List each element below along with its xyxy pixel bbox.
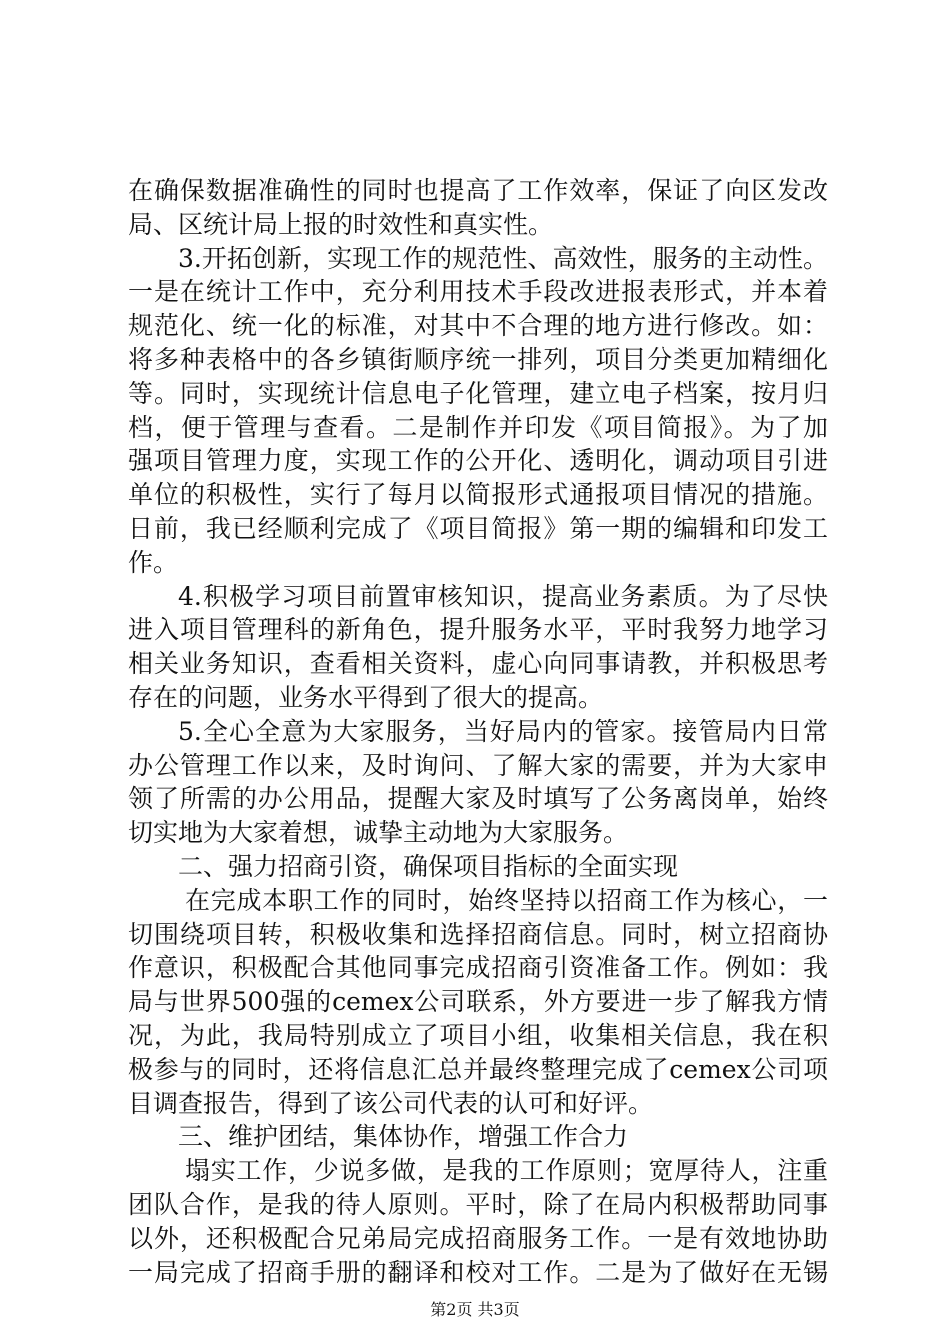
text-line: 档，便于管理与查看。二是制作并印发《项目简报》。为了加: [128, 412, 828, 442]
text-line: 一是在统计工作中，充分利用技术手段改进报表形式，并本着: [128, 277, 828, 307]
text-line: 作意识，积极配合其他同事完成招商引资准备工作。例如：我: [128, 953, 828, 983]
text-line: 相关业务知识，查看相关资料，虚心向同事请教，并积极思考: [128, 649, 828, 679]
text-line: 二、强力招商引资，确保项目指标的全面实现: [178, 851, 679, 881]
text-line: 3.开拓创新，实现工作的规范性、高效性，服务的主动性。: [178, 243, 828, 273]
text-line: 强项目管理力度，实现工作的公开化、透明化，调动项目引进: [128, 446, 828, 476]
text-line: 一局完成了招商手册的翻译和校对工作。二是为了做好在无锡: [128, 1257, 828, 1287]
text-line: 规范化、统一化的标准，对其中不合理的地方进行修改。如：: [128, 311, 828, 341]
text-line: 等。同时，实现统计信息电子化管理，建立电子档案，按月归: [128, 378, 828, 408]
text-line: 办公管理工作以来，及时询问、了解大家的需要，并为大家申: [128, 750, 828, 780]
text-line: 局、区统计局上报的时效性和真实性。: [128, 209, 554, 239]
text-line: 目调查报告，得到了该公司代表的认可和好评。: [128, 1088, 654, 1118]
text-line: 在确保数据准确性的同时也提高了工作效率，保证了向区发改: [128, 176, 828, 205]
text-line: 作。: [128, 547, 179, 577]
text-line: 存在的问题，业务水平得到了很大的提高。: [128, 682, 604, 712]
text-line: 日前，我已经顺利完成了《项目简报》第一期的编辑和印发工: [128, 513, 828, 543]
text-line: 以外，还积极配合兄弟局完成招商服务工作。一是有效地协助: [128, 1223, 828, 1253]
page-footer: 第2页 共3页: [430, 1300, 520, 1319]
text-line: 况，为此，我局特别成立了项目小组，收集相关信息，我在积: [128, 1020, 828, 1050]
text-line: 4.积极学习项目前置审核知识，提高业务素质。为了尽快: [178, 581, 828, 611]
text-line: 极参与的同时，还将信息汇总并最终整理完成了cemex公司项: [128, 1054, 828, 1084]
text-line: 三、维护团结，集体协作，增强工作合力: [178, 1122, 629, 1152]
text-line: 5.全心全意为大家服务，当好局内的管家。接管局内日常: [178, 716, 828, 746]
text-line: 在完成本职工作的同时，始终坚持以招商工作为核心，一: [185, 885, 828, 915]
text-line: 塌实工作，少说多做，是我的工作原则；宽厚待人，注重: [185, 1156, 828, 1186]
text-line: 切实地为大家着想，诚挚主动地为大家服务。: [128, 818, 629, 848]
text-line: 局与世界500强的cemex公司联系，外方要进一步了解我方情: [128, 987, 828, 1017]
text-line: 领了所需的办公用品，提醒大家及时填写了公务离岗单，始终: [128, 784, 828, 814]
text-line: 切围绕项目转，积极收集和选择招商信息。同时，树立招商协: [128, 919, 828, 949]
document-body: [128, 174, 828, 1289]
text-line: 团队合作，是我的待人原则。平时，除了在局内积极帮助同事: [128, 1189, 828, 1219]
text-line: 进入项目管理科的新角色，提升服务水平，平时我努力地学习: [128, 615, 828, 645]
text-line: 单位的积极性，实行了每月以简报形式通报项目情况的措施。: [128, 480, 828, 510]
text-line: 将多种表格中的各乡镇街顺序统一排列，项目分类更加精细化: [128, 344, 828, 374]
